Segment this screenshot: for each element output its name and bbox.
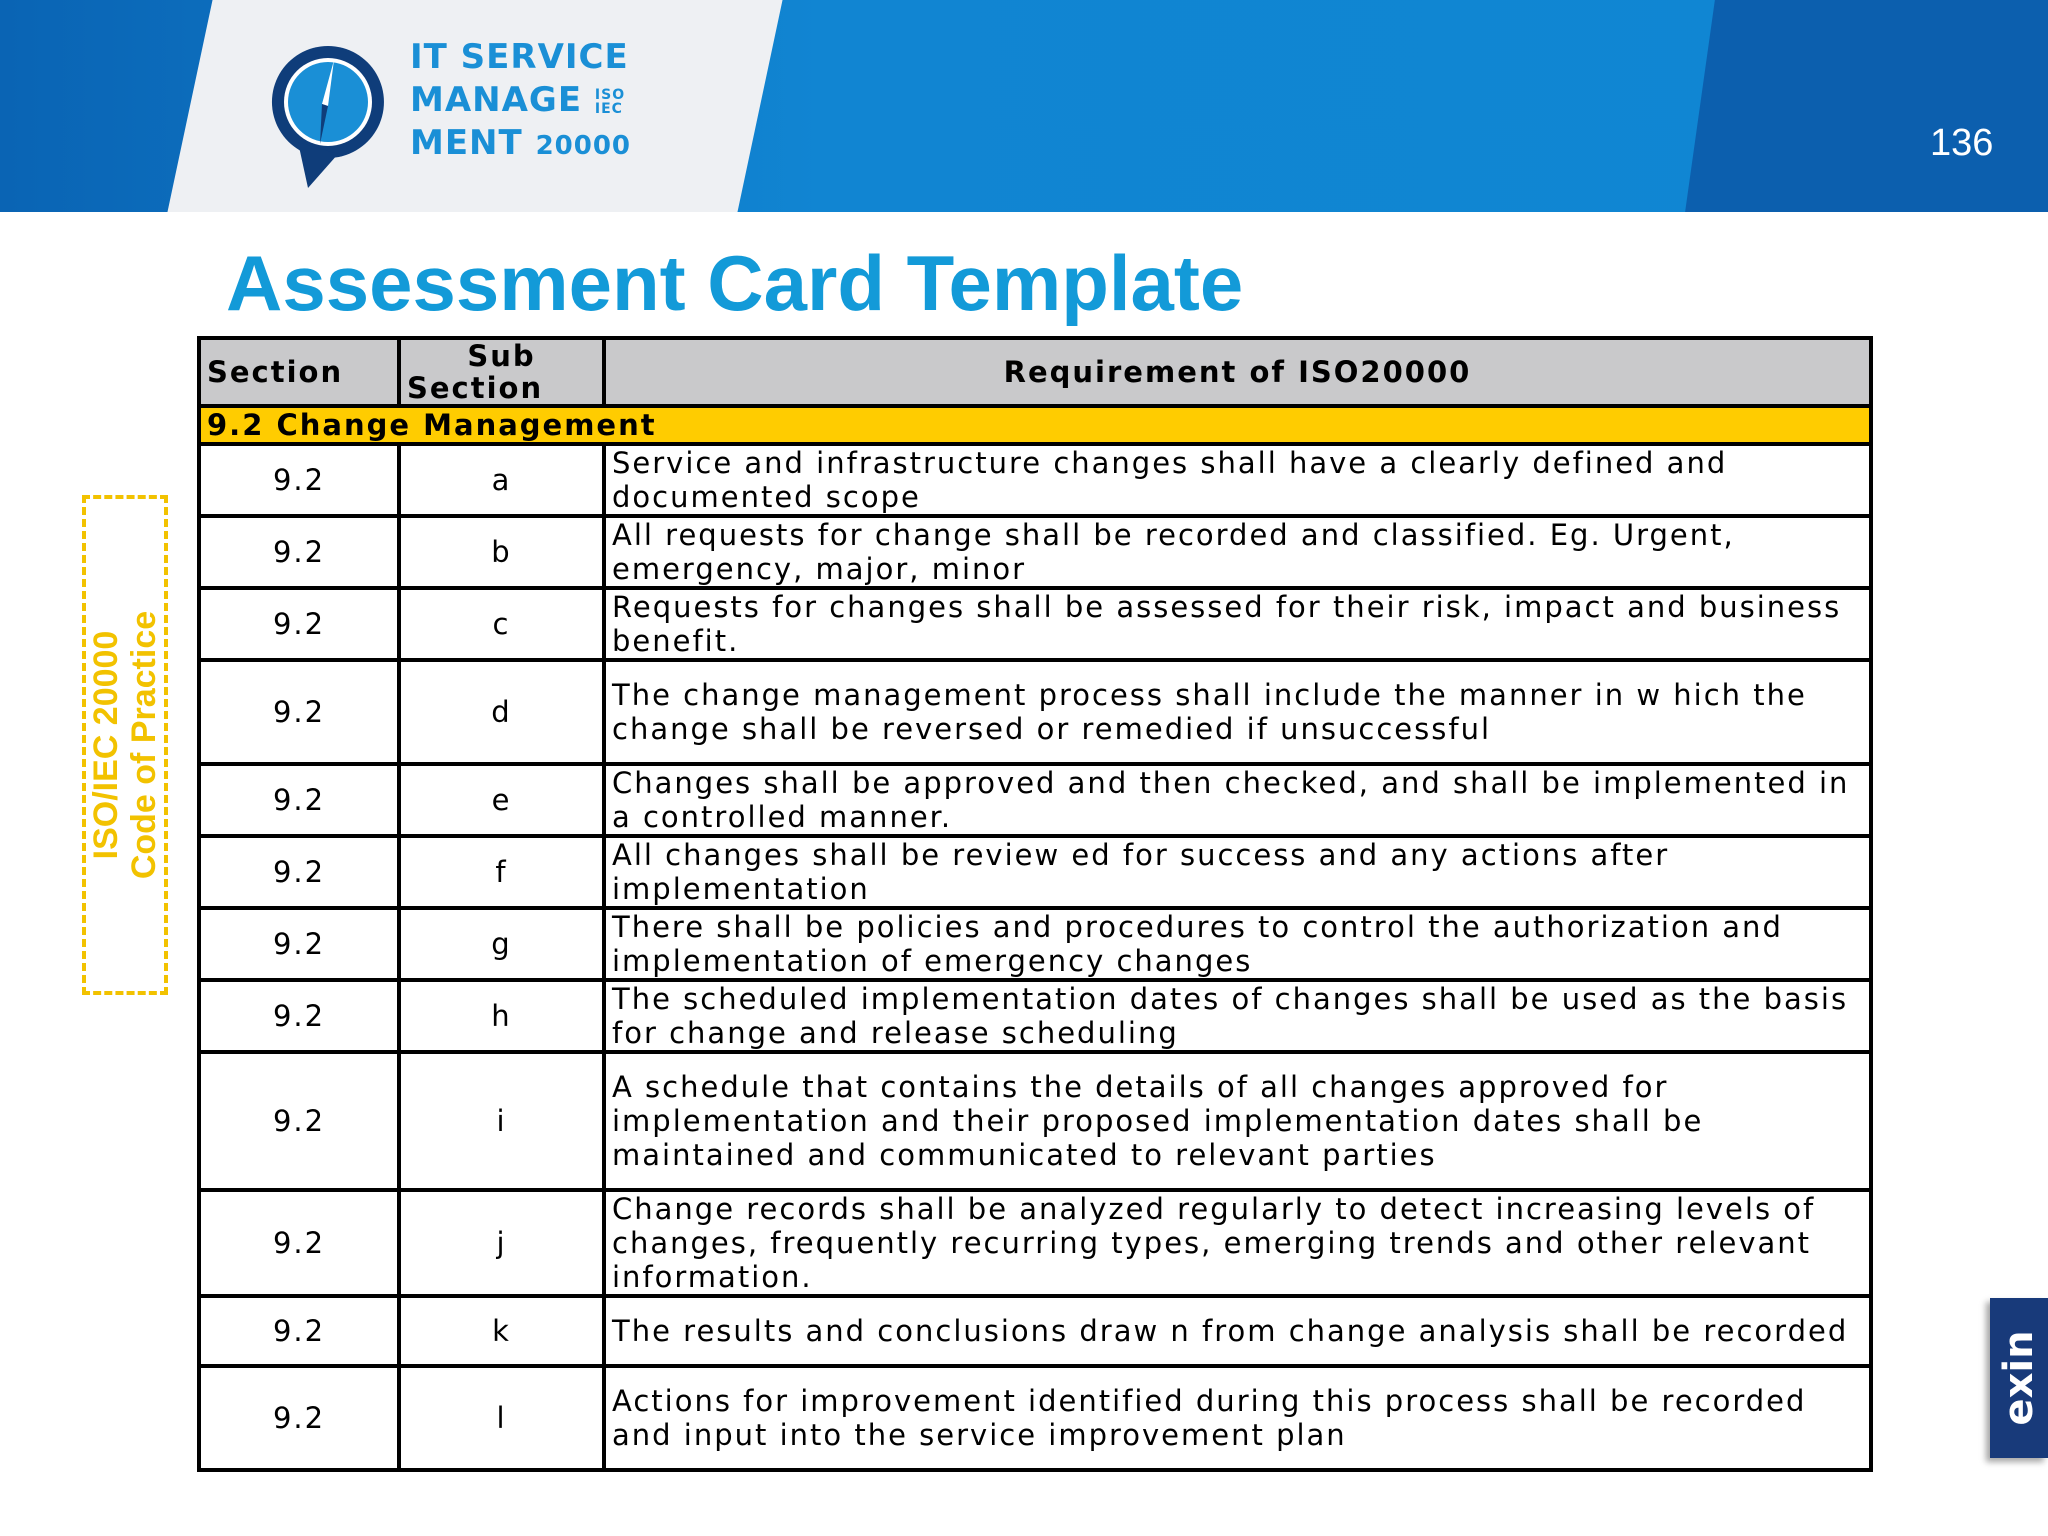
logo-line-1: IT SERVICE (410, 37, 629, 77)
row-requirement-cell: Service and infrastructure changes shall have a clearly defined and documented scope (604, 444, 1871, 516)
logo-line-3 (410, 122, 631, 168)
table-row (199, 660, 1871, 764)
table-row (199, 588, 1871, 660)
row-section-cell: 9.2 (199, 660, 399, 764)
page-number: 136 (1930, 122, 1994, 164)
table-row (199, 836, 1871, 908)
row-requirement-cell: Requests for changes shall be assessed for their risk, impact and business benefit. (604, 588, 1871, 660)
row-subsection-cell: g (399, 908, 604, 980)
side-label-line-2: Code of Practice (125, 610, 163, 880)
table-row (199, 1190, 1871, 1296)
row-section-cell: 9.2 (199, 588, 399, 660)
table-row (199, 1296, 1871, 1366)
table-row (199, 444, 1871, 516)
group-row (199, 406, 1871, 444)
header-requirement: Requirement of ISO20000 (604, 338, 1871, 406)
row-section-cell: 9.2 (199, 980, 399, 1052)
logo-line-3-text: MENT (410, 123, 523, 163)
table-row (199, 516, 1871, 588)
row-section-cell: 9.2 (199, 444, 399, 516)
compass-logo-icon (268, 42, 388, 192)
logo-line-2 (410, 79, 631, 122)
row-subsection-cell: l (399, 1366, 604, 1470)
row-requirement-cell: The scheduled implementation dates of changes shall be used as the basis for change and release scheduling (604, 980, 1871, 1052)
row-requirement-cell: The change management process shall include the manner in w hich the change shall be reversed or remedied if unsuccessful (604, 660, 1871, 764)
row-requirement-cell: There shall be policies and procedures to control the authorization and implementation of emergency changes (604, 908, 1871, 980)
row-subsection-cell: k (399, 1296, 604, 1366)
group-title: 9.2 Change Management (199, 406, 1871, 444)
row-section-cell: 9.2 (199, 1190, 399, 1296)
header-section: Section (199, 338, 399, 406)
row-section-cell: 9.2 (199, 836, 399, 908)
logo-number: 20000 (535, 131, 632, 161)
row-requirement-cell: The results and conclusions draw n from change analysis shall be recorded (604, 1296, 1871, 1366)
table-row (199, 908, 1871, 980)
logo-iso-iec (595, 88, 625, 116)
row-subsection-cell: c (399, 588, 604, 660)
exin-logo-text: exin (1996, 1330, 2042, 1426)
page-title: Assessment Card Template (226, 239, 1244, 327)
row-section-cell: 9.2 (199, 1052, 399, 1190)
side-label-line-1: ISO/IEC 20000 (87, 630, 125, 860)
table-row (199, 764, 1871, 836)
header-stripe (1685, 0, 2048, 212)
row-requirement-cell: All changes shall be review ed for success and any actions after implementation (604, 836, 1871, 908)
row-subsection-cell: b (399, 516, 604, 588)
row-subsection-cell: i (399, 1052, 604, 1190)
exin-logo (1990, 1298, 2048, 1458)
row-section-cell: 9.2 (199, 1296, 399, 1366)
logo-iso: ISO (594, 86, 626, 103)
row-subsection-cell: j (399, 1190, 604, 1296)
header-subsection (399, 338, 604, 406)
row-subsection-cell: h (399, 980, 604, 1052)
logo-line-2-text: MANAGE (410, 80, 583, 120)
table-header-row (199, 338, 1871, 406)
side-label (87, 611, 163, 879)
table-row (199, 980, 1871, 1052)
header-sub-line-2: Section (407, 371, 544, 405)
row-section-cell: 9.2 (199, 1366, 399, 1470)
row-requirement-cell: Change records shall be analyzed regularly to detect increasing levels of changes, frequently recurring types, emerging trends and other relevant information. (604, 1190, 1871, 1296)
row-requirement-cell: All requests for change shall be recorded and classified. Eg. Urgent, emergency, major, minor (604, 516, 1871, 588)
assessment-table (197, 336, 1873, 1472)
row-section-cell: 9.2 (199, 764, 399, 836)
table-row (199, 1366, 1871, 1470)
row-requirement-cell: Changes shall be approved and then checked, and shall be implemented in a controlled manner. (604, 764, 1871, 836)
row-requirement-cell: Actions for improvement identified during this process shall be recorded and input into the service improvement plan (604, 1366, 1871, 1470)
row-requirement-cell: A schedule that contains the details of all changes approved for implementation and their proposed implementation dates shall be maintained and communicated to relevant parties (604, 1052, 1871, 1190)
row-subsection-cell: a (399, 444, 604, 516)
header-sub-line-1: Sub (467, 339, 536, 373)
table-row (199, 1052, 1871, 1190)
row-section-cell: 9.2 (199, 516, 399, 588)
logo-wordmark (410, 36, 631, 168)
row-subsection-cell: f (399, 836, 604, 908)
row-section-cell: 9.2 (199, 908, 399, 980)
row-subsection-cell: e (399, 764, 604, 836)
logo-iec: IEC (594, 100, 623, 117)
row-subsection-cell: d (399, 660, 604, 764)
